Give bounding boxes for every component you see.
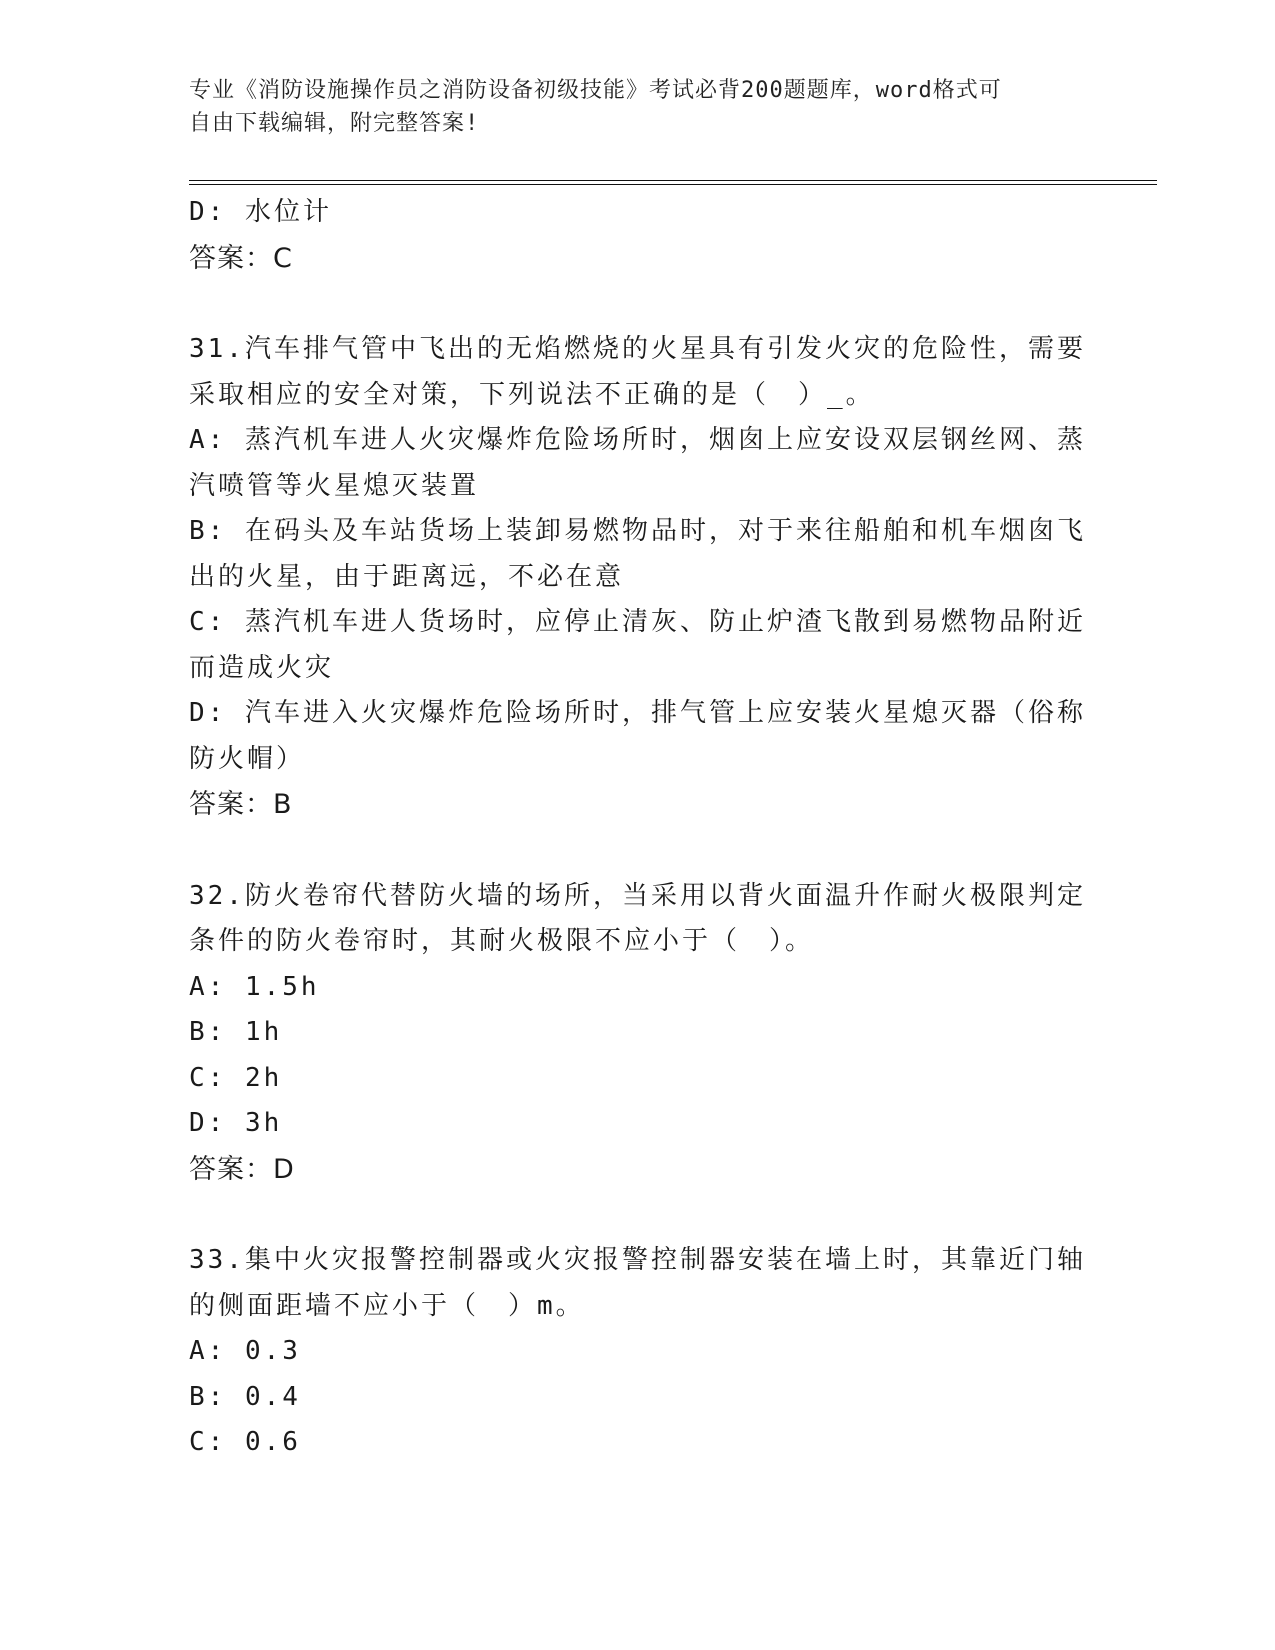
question-31 [189, 327, 1086, 828]
option-d: D: 水位计 [189, 197, 332, 227]
question-stem-line: 条件的防火卷帘时，其耐火极限不应小于（ ）。 [189, 926, 815, 956]
document-body [189, 190, 1086, 1466]
option-c: C: 蒸汽机车进人货场时，应停止清灰、防止炉渣飞散到易燃物品附近 [189, 607, 1086, 637]
option-c-continued: 而造成火灾 [189, 652, 335, 683]
option-b-continued: 出的火星，由于距离远，不必在意 [189, 561, 625, 592]
option-d-continued: 防火帽） [189, 743, 306, 774]
header-line-2: 自由下载编辑，附完整答案! [189, 111, 480, 136]
previous-question-tail [189, 190, 1079, 281]
question-stem-line: 32.防火卷帘代替防火墙的场所，当采用以背火面温升作耐火极限判定 [189, 880, 1086, 911]
option-a: A: 0.3 [189, 1336, 301, 1366]
question-stem-line: 的侧面距墙不应小于（ ）m。 [189, 1290, 585, 1321]
option-b: B: 0.4 [189, 1381, 301, 1412]
option-b: B: 1h [189, 1017, 283, 1047]
answer-line: 答案：C [189, 242, 293, 274]
option-b: B: 在码头及车站货场上装卸易燃物品时，对于来往船舶和机车烟囱飞 [189, 516, 1086, 546]
header-divider [189, 180, 1157, 185]
option-c: C: 2h [189, 1062, 283, 1093]
option-a-continued: 汽喷管等火星熄灭装置 [189, 470, 480, 501]
option-d: D: 3h [189, 1108, 283, 1138]
option-d: D: 汽车进入火灾爆炸危险场所时，排气管上应安装火星熄灭器（俗称 [189, 698, 1086, 728]
option-a: A: 蒸汽机车进人火灾爆炸危险场所时，烟囱上应安设双层钢丝网、蒸 [189, 425, 1086, 455]
header-line-1: 专业《消防设施操作员之消防设备初级技能》考试必背200题题库，word格式可 [189, 78, 1002, 103]
question-stem-line: 31.汽车排气管中飞出的无焰燃烧的火星具有引发火灾的危险性，需要 [189, 334, 1086, 364]
page-header [189, 74, 1089, 140]
question-stem-line: 采取相应的安全对策，下列说法不正确的是（ ）_。 [189, 379, 875, 410]
option-a: A: 1.5h [189, 971, 320, 1002]
option-c: C: 0.6 [189, 1427, 301, 1457]
question-stem-line: 33.集中火灾报警控制器或火灾报警控制器安装在墙上时，其靠近门轴 [189, 1245, 1086, 1275]
answer-line: 答案：D [189, 1153, 295, 1185]
answer-line: 答案：B [189, 789, 293, 820]
question-33 [189, 1238, 1086, 1466]
question-32 [189, 874, 1086, 1193]
